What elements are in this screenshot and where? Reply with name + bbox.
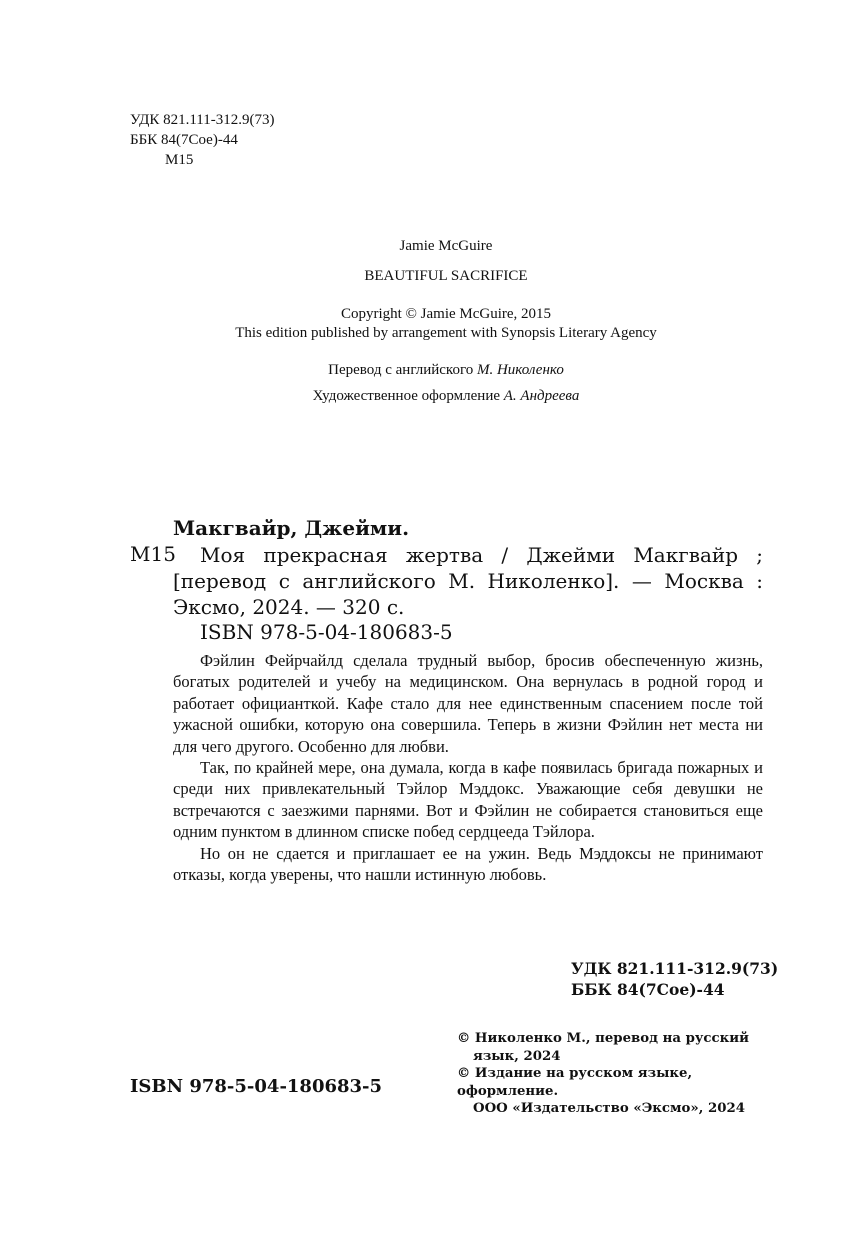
copyright-translation-line1: © Николенко М., перевод на русский bbox=[457, 1031, 749, 1046]
annotation bbox=[173, 650, 763, 885]
original-author: Jamie McGuire bbox=[399, 238, 493, 254]
original-title: BEAUTIFUL SACRIFICE bbox=[364, 268, 528, 284]
copyright-edition-line2: ООО «Издательство «Эксмо», 2024 bbox=[473, 1101, 745, 1116]
art-credit bbox=[0, 388, 844, 405]
art-label: Художественное оформление bbox=[312, 388, 504, 404]
catalog-description-text: Моя прекрасная жертва / Джейми Макгвайр ; [перевод с английского М. Николенко]. — Москва : Эксмо, 2024. — 320 с. bbox=[173, 543, 763, 619]
footer-codes bbox=[571, 958, 778, 1000]
translation-label: Перевод с английского bbox=[328, 362, 477, 378]
edition-note: This edition published by arrangement with Synopsis Literary Agency bbox=[235, 325, 657, 341]
artist-name: А. Андреева bbox=[503, 388, 580, 404]
translation-credit bbox=[0, 362, 844, 379]
header-codes bbox=[130, 110, 274, 170]
copyright-block bbox=[457, 1030, 787, 1118]
udk-code: УДК 821.111-312.9(73) bbox=[130, 112, 275, 128]
catalog-code: М15 bbox=[130, 542, 176, 566]
author-mark: М15 bbox=[165, 152, 194, 168]
annotation-paragraph: Но он не сдается и приглашает ее на ужин. Ведь Мэддоксы не принимают отказы, когда уверены, что нашли истинную любовь. bbox=[173, 843, 763, 885]
bbk-code: ББК 84(7Сое)-44 bbox=[130, 132, 238, 148]
translator-name: М. Николенко bbox=[476, 362, 564, 378]
catalog-isbn: ISBN 978-5-04-180683-5 bbox=[200, 620, 453, 644]
annotation-paragraph: Фэйлин Фейрчайлд сделала трудный выбор, бросив обеспеченную жизнь, богатых родителей и учебу на медицинском. Она вернулась в родной город и работает официанткой. Кафе стало для нее единственным спасением после той ужасной ошибки, которую она совершила. Теперь в жизни Фэйлин нет места ни для чего другого. Особенно для любви. bbox=[173, 651, 763, 756]
footer-isbn: ISBN 978-5-04-180683-5 bbox=[130, 1076, 383, 1097]
footer-bbk: ББК 84(7Сое)-44 bbox=[571, 980, 725, 999]
copyright-translation-line2: язык, 2024 bbox=[473, 1048, 561, 1064]
original-copyright: Copyright © Jamie McGuire, 2015 bbox=[340, 306, 552, 322]
catalog-author-heading: Макгвайр, Джейми. bbox=[173, 516, 410, 540]
footer-udk: УДК 821.111-312.9(73) bbox=[571, 959, 779, 978]
annotation-paragraph: Так, по крайней мере, она думала, когда в кафе появилась бригада пожарных и среди них привлекательный Тэйлор Мэддокс. Уважающие себя девушки не встречаются с заезжими парнями. Вот и Фэйлин не собирается становиться еще одним пунктом в длинном списке побед сердцееда Тэйлора. bbox=[173, 758, 763, 842]
catalog-description bbox=[173, 542, 763, 620]
copyright-edition-line1: © Издание на русском языке, оформление. bbox=[457, 1066, 693, 1099]
